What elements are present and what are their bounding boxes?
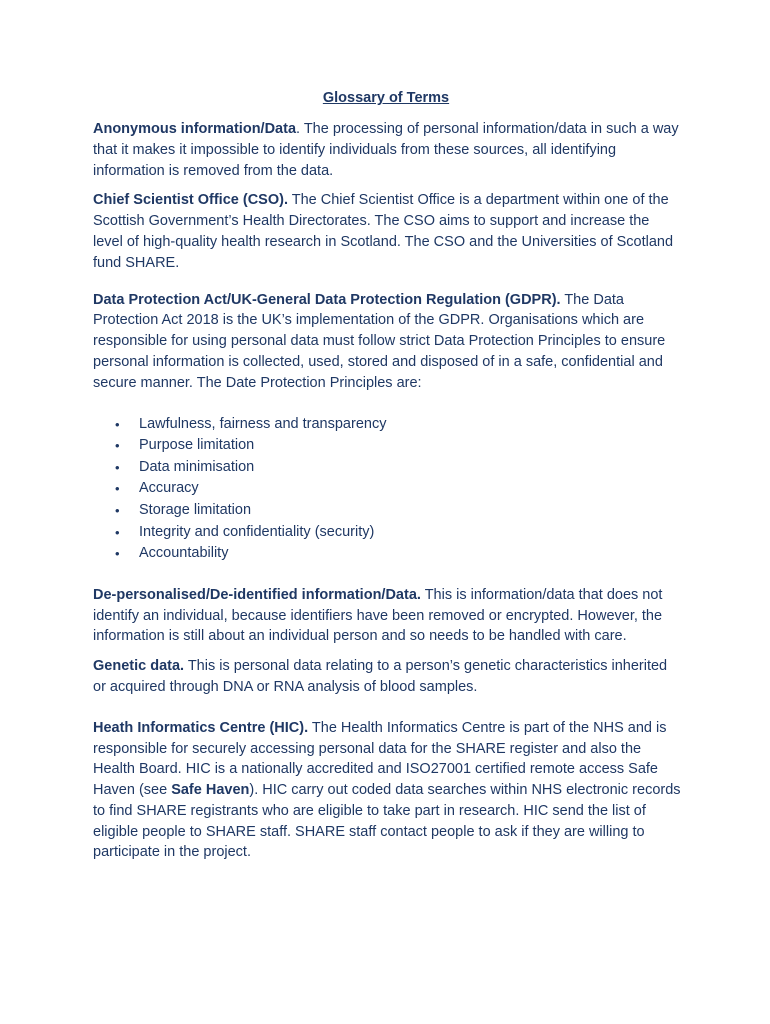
glossary-entry-depersonalised	[93, 585, 683, 647]
glossary-definition: This is information/data that does not identify an individual, because identifiers have been removed or encrypted. However, the information is still about an individual person and so needs to be handled with care.	[93, 586, 663, 645]
safe-haven-reference: Safe Haven	[171, 782, 250, 799]
list-item	[115, 435, 683, 457]
list-item-label: Storage limitation	[139, 501, 252, 518]
list-item-label: Integrity and confidentiality (security)	[139, 523, 375, 540]
glossary-entry-anonymous	[93, 119, 683, 181]
glossary-entry-cso	[93, 190, 683, 273]
bullet-icon: •	[115, 524, 120, 540]
list-item	[115, 543, 683, 565]
bullet-icon: •	[115, 438, 120, 454]
glossary-definition: The Chief Scientist Office is a department within one of the Scottish Government’s Health Directorates. The CSO aims to support and increase the level of high-quality health research in Scotland. The CSO and the Universities of Scotland fund SHARE.	[93, 192, 674, 271]
list-item	[115, 500, 683, 522]
term-separator: .	[296, 121, 301, 137]
glossary-definition-part2: ). HIC carry out coded data searches within NHS electronic records to find SHARE registrants who are eligible to take part in research. HIC send the list of eligible people to SHARE staff. SHARE staff contact people to ask if they are willing to participate in the project.	[93, 782, 681, 861]
bullet-icon: •	[115, 502, 120, 518]
glossary-entry-genetic-data	[93, 656, 683, 698]
list-item-label: Accountability	[139, 545, 229, 562]
glossary-term: Chief Scientist Office (CSO).	[93, 192, 288, 209]
glossary-term: Anonymous information/Data	[93, 121, 297, 137]
glossary-definition: The processing of personal information/data in such a way that it makes it impossible to identify individuals from these sources, all identifying information is removed from the data.	[93, 121, 679, 179]
list-item-label: Data minimisation	[139, 458, 255, 475]
glossary-term: De-personalised/De-identified information/Data.	[93, 586, 421, 603]
glossary-entry-hic	[93, 718, 683, 864]
glossary-definition: This is personal data relating to a person’s genetic characteristics inherited or acquired through DNA or RNA analysis of blood samples.	[93, 658, 668, 695]
list-item-label: Lawfulness, fairness and transparency	[139, 415, 387, 432]
principles-list	[93, 414, 683, 565]
list-item	[115, 414, 683, 436]
glossary-entry-gdpr	[93, 290, 683, 394]
list-item	[115, 457, 683, 479]
document-page	[93, 88, 683, 863]
list-item	[115, 522, 683, 544]
glossary-term: Data Protection Act/UK-General Data Protection Regulation (GDPR).	[93, 291, 561, 308]
glossary-term: Heath Informatics Centre (HIC).	[93, 719, 309, 736]
glossary-definition: The Data Protection Act 2018 is the UK’s implementation of the GDPR. Organisations which are responsible for using personal data must follow strict Data Protection Principles to ensure personal information is collected, used, stored and disposed of in a safe, confidential and secure manner. The Date Protection Principles are:	[93, 291, 666, 391]
page-title: Glossary of Terms	[322, 90, 450, 106]
bullet-icon: •	[115, 416, 120, 432]
glossary-term: Genetic data.	[93, 658, 185, 675]
list-item	[115, 478, 683, 500]
glossary-definition-part1: The Health Informatics Centre is part of the NHS and is responsible for securely accessing personal data for the SHARE register and also the Health Board. HIC is a nationally accredited and ISO27001 certified remote access Safe Haven (see	[93, 719, 667, 799]
bullet-icon: •	[115, 546, 120, 562]
bullet-icon: •	[115, 481, 120, 497]
list-item-label: Purpose limitation	[139, 437, 255, 454]
bullet-icon: •	[115, 459, 120, 475]
list-item-label: Accuracy	[139, 480, 199, 497]
